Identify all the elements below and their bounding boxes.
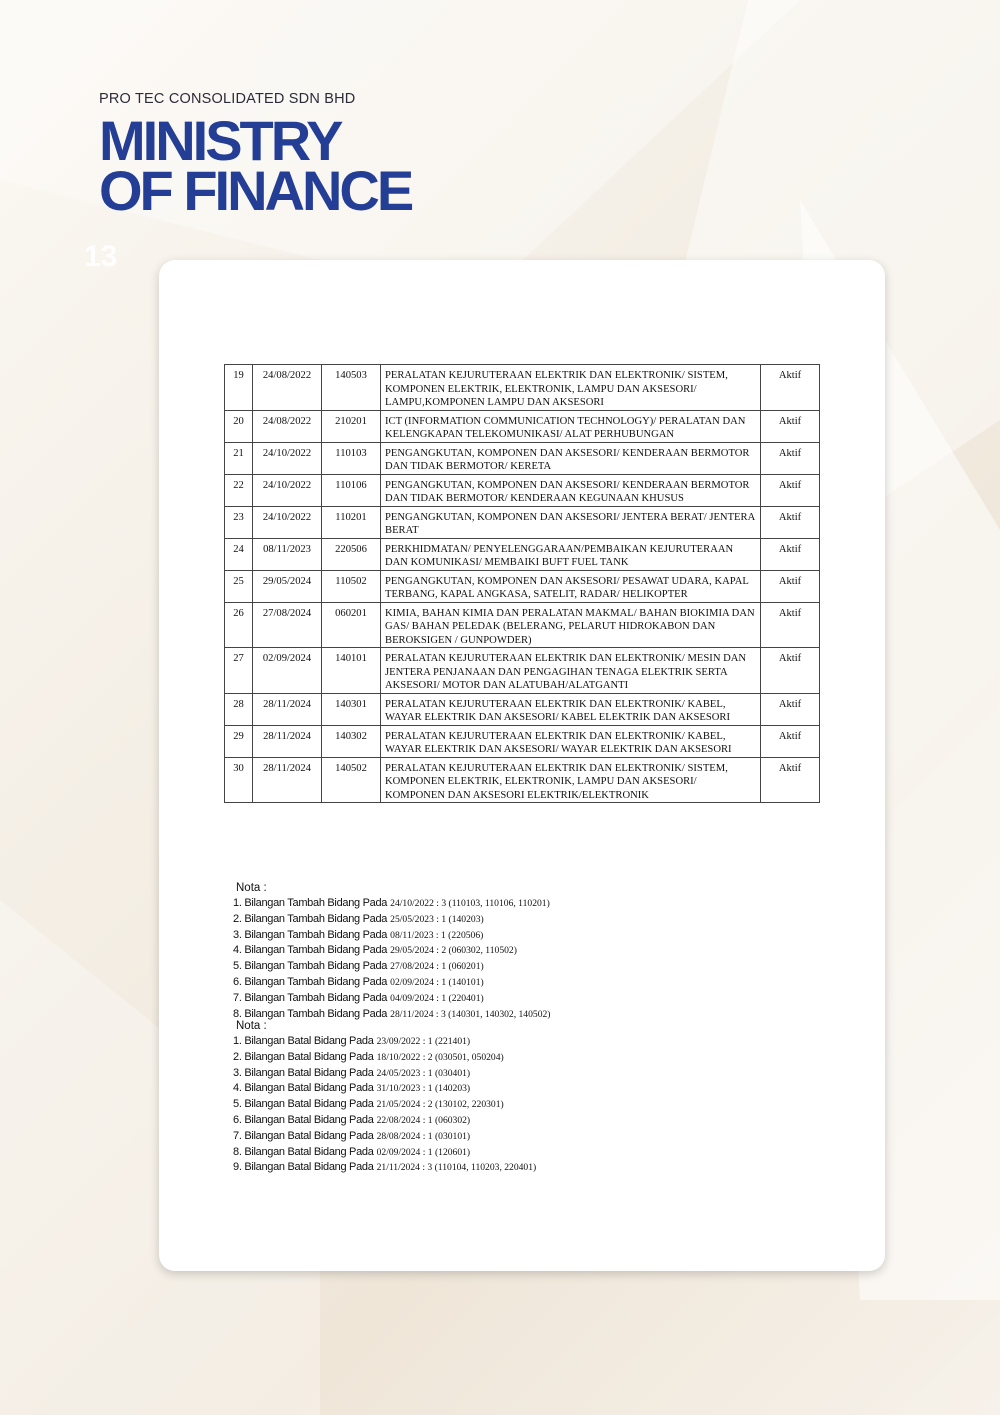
- note-detail: 08/11/2023 : 1 (220506): [390, 929, 484, 941]
- note-detail: 28/08/2024 : 1 (030101): [376, 1130, 471, 1142]
- table-row: [225, 570, 820, 602]
- note-item: [233, 912, 551, 928]
- row-status: Aktif: [761, 442, 820, 474]
- registration-table-body: [225, 365, 820, 803]
- row-number: 19: [225, 365, 253, 411]
- row-status: Aktif: [761, 538, 820, 570]
- table-row: [225, 757, 820, 803]
- note-label: 3. Bilangan Tambah Bidang Pada: [233, 928, 388, 941]
- note-item: [233, 1160, 536, 1176]
- note-label: 1. Bilangan Batal Bidang Pada: [233, 1035, 374, 1047]
- note-detail: 27/08/2024 : 1 (060201): [390, 961, 484, 973]
- page-title: [99, 109, 412, 222]
- row-code: 140101: [322, 648, 381, 694]
- row-description: PERALATAN KEJURUTERAAN ELEKTRIK DAN ELEKTRONIK/ MESIN DAN JENTERA PENJANAAN DAN PENGAGIHAN TENAGA ELEKTRIK SERTA AKSESORI/ MOTOR DAN ALATUBAH/ALATGANTI: [381, 648, 761, 694]
- row-date: 24/10/2022: [253, 506, 322, 538]
- row-code: 220506: [322, 538, 381, 570]
- table-row: [225, 410, 820, 442]
- table-row: [225, 648, 820, 694]
- note-detail: 28/11/2024 : 3 (140301, 140302, 140502): [390, 1008, 551, 1020]
- row-status: Aktif: [761, 365, 820, 411]
- row-date: 08/11/2023: [253, 538, 322, 570]
- company-name: PRO TEC CONSOLIDATED SDN BHD: [99, 91, 356, 107]
- row-code: 110103: [322, 442, 381, 474]
- row-status: Aktif: [761, 410, 820, 442]
- row-date: 27/08/2024: [253, 602, 322, 648]
- note-item: [233, 1129, 536, 1145]
- page-title-line-1: MINISTRY: [99, 109, 341, 172]
- row-number: 29: [225, 725, 253, 757]
- note-detail: 31/10/2023 : 1 (140203): [376, 1083, 471, 1095]
- row-date: 28/11/2024: [253, 725, 322, 757]
- note-detail: 25/05/2023 : 1 (140203): [390, 913, 484, 925]
- note-detail: 29/05/2024 : 2 (060302, 110502): [390, 945, 517, 957]
- note-detail: 22/08/2024 : 1 (060302): [376, 1114, 471, 1126]
- note-label: 9. Bilangan Batal Bidang Pada: [233, 1161, 374, 1174]
- note-item: [233, 1113, 536, 1129]
- notes-cancelled-list: [233, 1034, 536, 1176]
- note-label: 3. Bilangan Batal Bidang Pada: [233, 1066, 374, 1079]
- row-description: PENGANGKUTAN, KOMPONEN DAN AKSESORI/ KENDERAAN BERMOTOR DAN TIDAK BERMOTOR/ KERETA: [381, 442, 761, 474]
- note-label: 2. Bilangan Batal Bidang Pada: [233, 1050, 374, 1063]
- note-item: [233, 1081, 536, 1097]
- note-item: [233, 1050, 536, 1066]
- note-detail: 02/09/2024 : 1 (120601): [376, 1146, 471, 1158]
- row-code: 140502: [322, 757, 381, 803]
- notes-added-heading: Nota :: [236, 882, 267, 894]
- note-item: [233, 959, 551, 975]
- registration-table: [224, 364, 820, 803]
- row-number: 27: [225, 648, 253, 694]
- note-detail: 02/09/2024 : 1 (140101): [390, 976, 484, 988]
- note-label: 4. Bilangan Tambah Bidang Pada: [233, 944, 388, 957]
- row-code: 140302: [322, 725, 381, 757]
- row-status: Aktif: [761, 725, 820, 757]
- row-description: PENGANGKUTAN, KOMPONEN DAN AKSESORI/ JENTERA BERAT/ JENTERA BERAT: [381, 506, 761, 538]
- row-number: 22: [225, 474, 253, 506]
- note-detail: 21/05/2024 : 2 (130102, 220301): [376, 1099, 504, 1111]
- row-status: Aktif: [761, 570, 820, 602]
- row-description: PERALATAN KEJURUTERAAN ELEKTRIK DAN ELEKTRONIK/ KABEL, WAYAR ELEKTRIK DAN AKSESORI/ WAYAR ELEKTRIK DAN AKSESORI: [381, 725, 761, 757]
- row-code: 110502: [322, 570, 381, 602]
- note-label: 1. Bilangan Tambah Bidang Pada: [233, 897, 388, 909]
- row-code: 210201: [322, 410, 381, 442]
- notes-added: [233, 882, 551, 1022]
- row-number: 20: [225, 410, 253, 442]
- row-status: Aktif: [761, 693, 820, 725]
- note-label: 6. Bilangan Batal Bidang Pada: [233, 1113, 374, 1126]
- note-item: [233, 943, 551, 959]
- note-item: [233, 1034, 536, 1050]
- note-detail: 18/10/2022 : 2 (030501, 050204): [376, 1051, 504, 1063]
- row-description: KIMIA, BAHAN KIMIA DAN PERALATAN MAKMAL/ BAHAN BIOKIMIA DAN GAS/ BAHAN PELEDAK (BELERANG, PELARUT HIDROKABON DAN BEROKSIGEN / GUNPOWDER): [381, 602, 761, 648]
- notes-cancelled-heading: Nota :: [236, 1020, 267, 1032]
- table-row: [225, 725, 820, 757]
- row-code: 140301: [322, 693, 381, 725]
- table-row: [225, 365, 820, 411]
- row-number: 30: [225, 757, 253, 803]
- table-row: [225, 693, 820, 725]
- note-item: [233, 1145, 536, 1161]
- note-label: 2. Bilangan Tambah Bidang Pada: [233, 912, 388, 925]
- row-description: PENGANGKUTAN, KOMPONEN DAN AKSESORI/ PESAWAT UDARA, KAPAL TERBANG, KAPAL ANGKASA, SATELIT, RADAR/ HELIKOPTER: [381, 570, 761, 602]
- row-code: 140503: [322, 365, 381, 411]
- row-status: Aktif: [761, 757, 820, 803]
- table-row: [225, 538, 820, 570]
- row-code: 110106: [322, 474, 381, 506]
- note-detail: 24/05/2023 : 1 (030401): [376, 1067, 471, 1079]
- row-status: Aktif: [761, 648, 820, 694]
- row-description: PERALATAN KEJURUTERAAN ELEKTRIK DAN ELEKTRONIK/ KABEL, WAYAR ELEKTRIK DAN AKSESORI/ KABEL ELEKTRIK DAN AKSESORI: [381, 693, 761, 725]
- note-item: [233, 975, 551, 991]
- row-date: 28/11/2024: [253, 693, 322, 725]
- note-detail: 24/10/2022 : 3 (110103, 110106, 110201): [390, 898, 550, 909]
- table-row: [225, 474, 820, 506]
- row-status: Aktif: [761, 474, 820, 506]
- table-row: [225, 602, 820, 648]
- note-item: [233, 1066, 536, 1082]
- note-detail: 21/11/2024 : 3 (110104, 110203, 220401): [376, 1162, 537, 1174]
- table-row: [225, 506, 820, 538]
- note-label: 8. Bilangan Tambah Bidang Pada: [233, 1007, 388, 1020]
- row-date: 24/10/2022: [253, 474, 322, 506]
- row-date: 24/08/2022: [253, 410, 322, 442]
- note-item: [233, 991, 551, 1007]
- note-item: [233, 896, 551, 912]
- note-label: 4. Bilangan Batal Bidang Pada: [233, 1082, 374, 1095]
- row-number: 23: [225, 506, 253, 538]
- page-number: 13: [84, 240, 118, 273]
- notes-cancelled: [233, 1020, 536, 1176]
- note-label: 8. Bilangan Batal Bidang Pada: [233, 1145, 374, 1158]
- row-date: 24/10/2022: [253, 442, 322, 474]
- note-label: 7. Bilangan Tambah Bidang Pada: [233, 991, 388, 1004]
- row-description: ICT (INFORMATION COMMUNICATION TECHNOLOGY)/ PERALATAN DAN KELENGKAPAN TELEKOMUNIKASI/ ALAT PERHUBUNGAN: [381, 410, 761, 442]
- row-code: 060201: [322, 602, 381, 648]
- row-number: 21: [225, 442, 253, 474]
- note-label: 6. Bilangan Tambah Bidang Pada: [233, 975, 388, 988]
- row-status: Aktif: [761, 602, 820, 648]
- row-description: PENGANGKUTAN, KOMPONEN DAN AKSESORI/ KENDERAAN BERMOTOR DAN TIDAK BERMOTOR/ KENDERAAN KEGUNAAN KHUSUS: [381, 474, 761, 506]
- row-number: 26: [225, 602, 253, 648]
- row-date: 24/08/2022: [253, 365, 322, 411]
- row-number: 24: [225, 538, 253, 570]
- row-code: 110201: [322, 506, 381, 538]
- row-description: PERALATAN KEJURUTERAAN ELEKTRIK DAN ELEKTRONIK/ SISTEM, KOMPONEN ELEKTRIK, ELEKTRONIK, LAMPU DAN AKSESORI/ LAMPU,KOMPONEN LAMPU DAN AKSESORI: [381, 365, 761, 411]
- note-label: 5. Bilangan Tambah Bidang Pada: [233, 960, 388, 973]
- row-date: 28/11/2024: [253, 757, 322, 803]
- row-description: PERKHIDMATAN/ PENYELENGGARAAN/PEMBAIKAN KEJURUTERAAN DAN KOMUNIKASI/ MEMBAIKI BUFT FUEL TANK: [381, 538, 761, 570]
- note-label: 7. Bilangan Batal Bidang Pada: [233, 1129, 374, 1142]
- row-description: PERALATAN KEJURUTERAAN ELEKTRIK DAN ELEKTRONIK/ SISTEM, KOMPONEN ELEKTRIK, ELEKTRONIK, LAMPU DAN AKSESORI/ KOMPONEN DAN AKSESORI ELEKTRIK/ELEKTRONIK: [381, 757, 761, 803]
- note-detail: 23/09/2022 : 1 (221401): [376, 1036, 471, 1047]
- row-date: 29/05/2024: [253, 570, 322, 602]
- table-row: [225, 442, 820, 474]
- note-item: [233, 1097, 536, 1113]
- page-title-line-2: OF FINANCE: [99, 159, 412, 222]
- notes-added-list: [233, 896, 551, 1022]
- row-status: Aktif: [761, 506, 820, 538]
- note-label: 5. Bilangan Batal Bidang Pada: [233, 1098, 374, 1111]
- note-item: [233, 928, 551, 944]
- row-number: 28: [225, 693, 253, 725]
- row-date: 02/09/2024: [253, 648, 322, 694]
- note-detail: 04/09/2024 : 1 (220401): [390, 992, 484, 1004]
- row-number: 25: [225, 570, 253, 602]
